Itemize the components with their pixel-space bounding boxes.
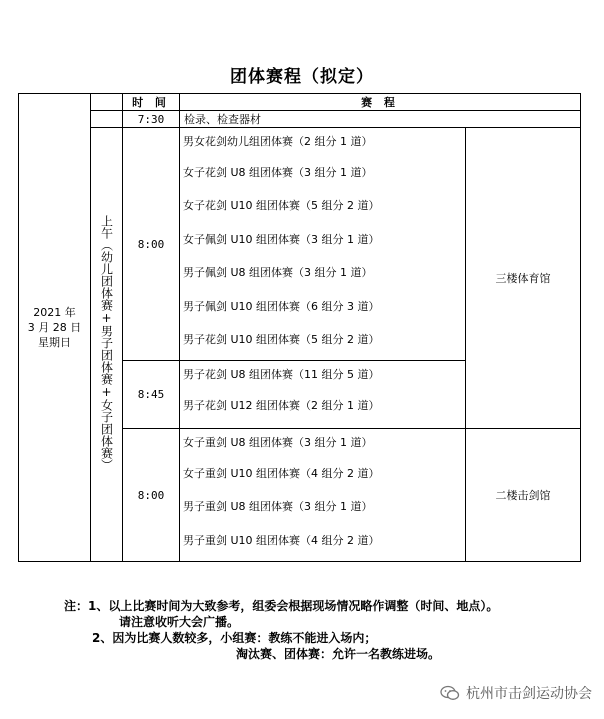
- event-item: 女子重剑 U8 组团体赛（3 组分 1 道）: [183, 436, 373, 449]
- event-item: 女子花剑 U8 组团体赛（3 组分 1 道）: [183, 166, 373, 179]
- header-time: 时 间: [123, 94, 180, 111]
- block-events-2: [180, 361, 466, 429]
- event-item: 女子佩剑 U10 组团体赛（3 组分 1 道）: [183, 232, 380, 246]
- note-line-3: 2、因为比赛人数较多，小组赛：教练不能进入场内；: [92, 631, 377, 645]
- note-line-2: 请注意收听大会广播。: [119, 615, 240, 629]
- date-weekday: 星期日: [38, 336, 71, 349]
- date-year: 2021 年: [33, 306, 76, 319]
- header-blank: [91, 94, 123, 111]
- prep-time: 7:30: [123, 111, 180, 128]
- event-item: 男子花剑 U12 组团体赛（2 组分 1 道）: [183, 399, 380, 412]
- block-time-1: 8:00: [123, 128, 180, 361]
- note-line-1: 注：1、以上比赛时间为大致参考，组委会根据现场情况略作调整（时间、地点）。: [64, 599, 499, 613]
- event-item: 女子重剑 U10 组团体赛（4 组分 2 道）: [183, 467, 380, 480]
- wechat-icon: [440, 685, 460, 701]
- block-time-2: 8:45: [123, 361, 180, 429]
- date-cell: [19, 94, 91, 562]
- event-item: 男子佩剑 U10 组团体赛（6 组分 3 道）: [183, 299, 380, 313]
- prep-text: 检录、检查器材: [180, 111, 581, 128]
- venue-upper: 三楼体育馆: [466, 128, 581, 429]
- footer-watermark: [440, 683, 592, 703]
- notes: [64, 598, 498, 662]
- prep-blank: [91, 111, 123, 128]
- prep-row: [19, 111, 581, 128]
- event-item: 男子重剑 U8 组团体赛（3 组分 1 道）: [183, 500, 373, 514]
- block-events-1: [180, 128, 466, 361]
- event-item: 男子花剑 U10 组团体赛（5 组分 2 道）: [183, 332, 380, 346]
- venue-lower: 二楼击剑馆: [466, 429, 581, 562]
- note-line-4: 淘汰赛、团体赛：允许一名教练进场。: [236, 647, 441, 661]
- date-day: 3 月 28 日: [27, 321, 82, 334]
- event-item: 男子佩剑 U8 组团体赛（3 组分 1 道）: [183, 266, 373, 280]
- block-events-3: [180, 429, 466, 562]
- footer-label: 杭州市击剑运动协会: [466, 686, 592, 702]
- page-title: 团体赛程（拟定）: [230, 67, 374, 87]
- block-time-3: 8:00: [123, 429, 180, 562]
- block-row-1: [19, 128, 581, 361]
- period-label: 上午（幼儿团体赛+男子团体赛+女子团体赛）: [99, 215, 114, 471]
- event-item: 男女花剑幼儿组团体赛（2 组分 1 道）: [183, 135, 373, 148]
- event-item: 女子花剑 U10 组团体赛（5 组分 2 道）: [183, 199, 380, 213]
- period-cell: [91, 128, 123, 562]
- event-item: 男子花剑 U8 组团体赛（11 组分 5 道）: [183, 368, 380, 381]
- schedule-table: [18, 93, 581, 562]
- header-row: [19, 94, 581, 111]
- header-event: 赛 程: [180, 94, 581, 111]
- event-item: 男子重剑 U10 组团体赛（4 组分 2 道）: [183, 533, 380, 547]
